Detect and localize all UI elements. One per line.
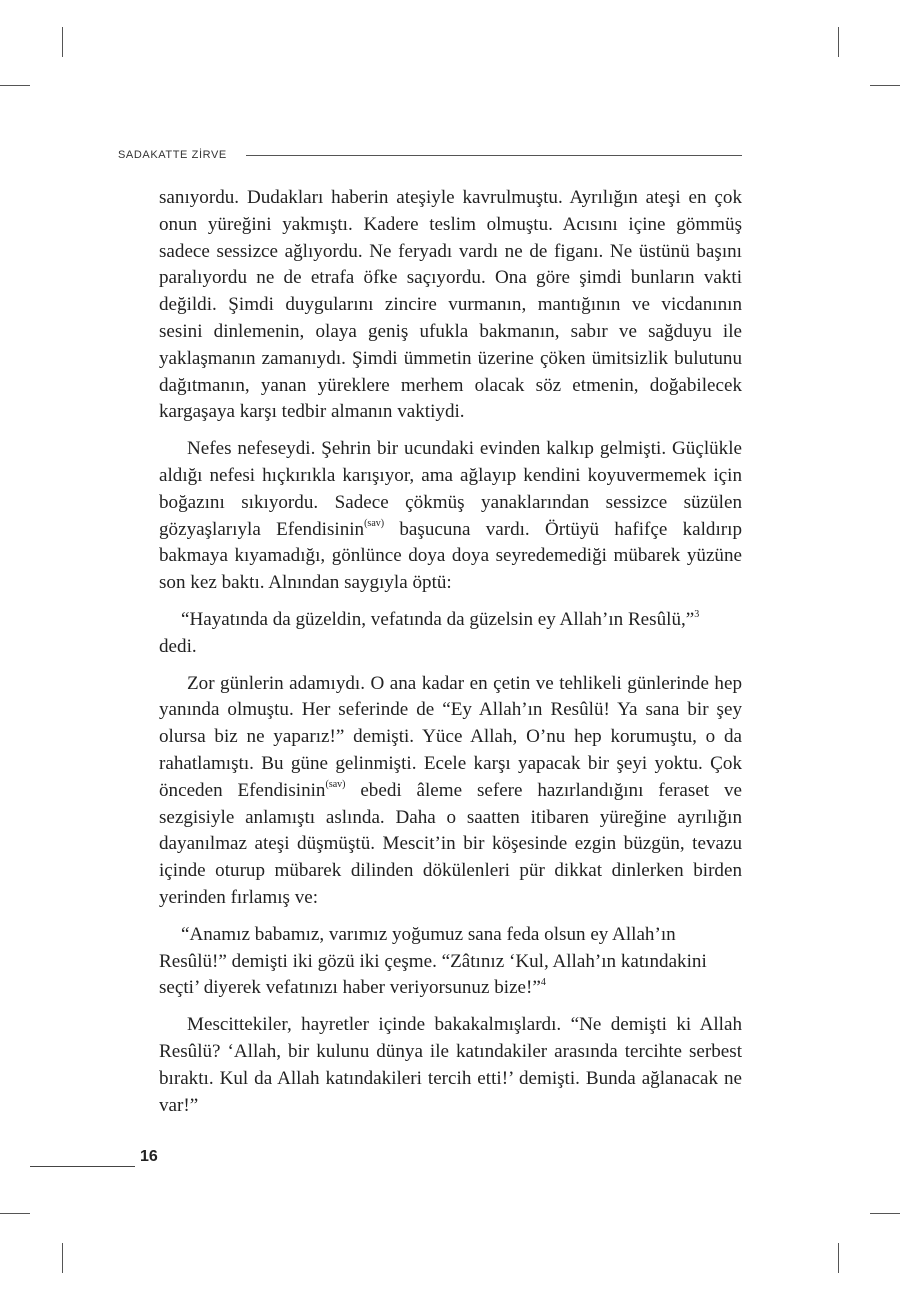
honorific-note: (sav) <box>325 779 346 791</box>
running-header <box>118 148 742 164</box>
crop-mark <box>838 1243 839 1273</box>
page-number: 16 <box>140 1148 158 1165</box>
paragraph <box>159 436 742 597</box>
paragraph: sanıyordu. Dudakları haberin ateşiyle kavrulmuştu. Ayrılığın ateşi en çok onun yüreğini yakmıştı. Kadere teslim olmuştu. Acısını içine gömmüş sadece sessizce ağlıyordu. Ne feryadı vardı ne de figanı. Ne üstünü başını paralıyordu ne de etrafa öfke saçıyordu. Ona göre şimdi bunların vakti değildi. Şimdi duygularını zincire vurmanın, mantığının ve vicdanının sesini dinlemenin, olaya geniş ufukla bakmanın, sabır ve sağduyu ile yaklaşmanın zamanıydı. Şimdi ümmetin üzerine çöken ümitsizlik bulutunu dağıtmanın, yanan yüreklere merhem olacak söz etmenin, doğabilecek kargaşaya karşı tedbir almanın vaktiydi. <box>159 187 742 423</box>
paragraph-text: başucuna vardı. Örtüyü hafifçe kaldırıp bakmaya kıyamadığı, gönlünce doya doya seyredemediği mübarek yüzüne son kez baktı. Alnından saygıyla öptü: <box>159 518 742 594</box>
crop-mark <box>870 85 900 86</box>
quote-text: “Hayatında da güzeldin, vefatında da güzelsin ey Allah’ın Resûlü,” <box>181 608 695 630</box>
honorific-note: (sav) <box>364 518 385 530</box>
folio-rule <box>30 1166 135 1167</box>
crop-mark <box>838 27 839 57</box>
paragraph-text: Nefes nefeseydi. Şehrin bir ucundaki evinden kalkıp gelmişti. Güçlükle aldığı nefesi hıçkırıkla karışıyor, ama ağlayıp kendini koyuvermemek için boğazını sıkıyordu. Sadece çökmüş yanaklarından sessizce süzülen gözyaşlarıyla Efendisinin <box>159 438 742 540</box>
quote-text: “Anamız babamız, varımız yoğumuz sana feda olsun ey Allah’ın Resûlü!” demişti iki gözü iki çeşme. “Zâtınız ‘Kul, Allah’ın katındakini seçti’ diyerek vefatınızı haber veriyorsunuz bize!” <box>159 923 707 999</box>
header-rule <box>246 155 742 156</box>
quote-attribution: dedi. <box>159 635 197 657</box>
footnote-ref: 4 <box>540 976 546 988</box>
body-text <box>159 185 742 1129</box>
crop-mark <box>0 1213 30 1214</box>
crop-mark <box>0 85 30 86</box>
crop-mark <box>62 1243 63 1273</box>
paragraph: Mescittekiler, hayretler içinde bakakalmışlardı. “Ne demişti ki Allah Resûlü? ‘Allah, bir kulunu dünya ile katındakiler arasında tercihte serbest bıraktı. Kul da Allah katındakileri tercih etti!’ demişti. Bunda ağlanacak ne var!” <box>159 1014 742 1116</box>
crop-mark <box>870 1213 900 1214</box>
running-title: SADAKATTE ZİRVE <box>118 149 227 161</box>
crop-mark <box>62 27 63 57</box>
quote-paragraph <box>159 607 742 661</box>
paragraph-text: ebedi âleme sefere hazırlandığını feraset ve sezgisiyle anlamıştı aslında. Daha o saatten itibaren yüreğine ayrılığın dayanılmaz ateşi düşmüştü. Mescit’in bir köşesinde ezgin büzgün, tevazu içinde oturup mübarek dilinden dökülenleri pür dikkat dinlerken birden yerinden fırlamış ve: <box>159 779 742 908</box>
paragraph-text: Zor günlerin adamıydı. O ana kadar en çetin ve tehlikeli günlerinde hep yanında olmuştu. Her seferinde de “Ey Allah’ın Resûlü! Ya sana bir şey olursa biz ne yaparız!” demişti. Yüce Allah, O’nu hep korumuştu, o da rahatlamıştı. Bu güne gelinmişti. Ecele karşı yapacak bir şeyi yoktu. Çok önceden Efendisinin <box>159 672 742 801</box>
footnote-ref: 3 <box>694 608 700 620</box>
paragraph <box>159 671 742 912</box>
quote-paragraph <box>159 922 742 1002</box>
